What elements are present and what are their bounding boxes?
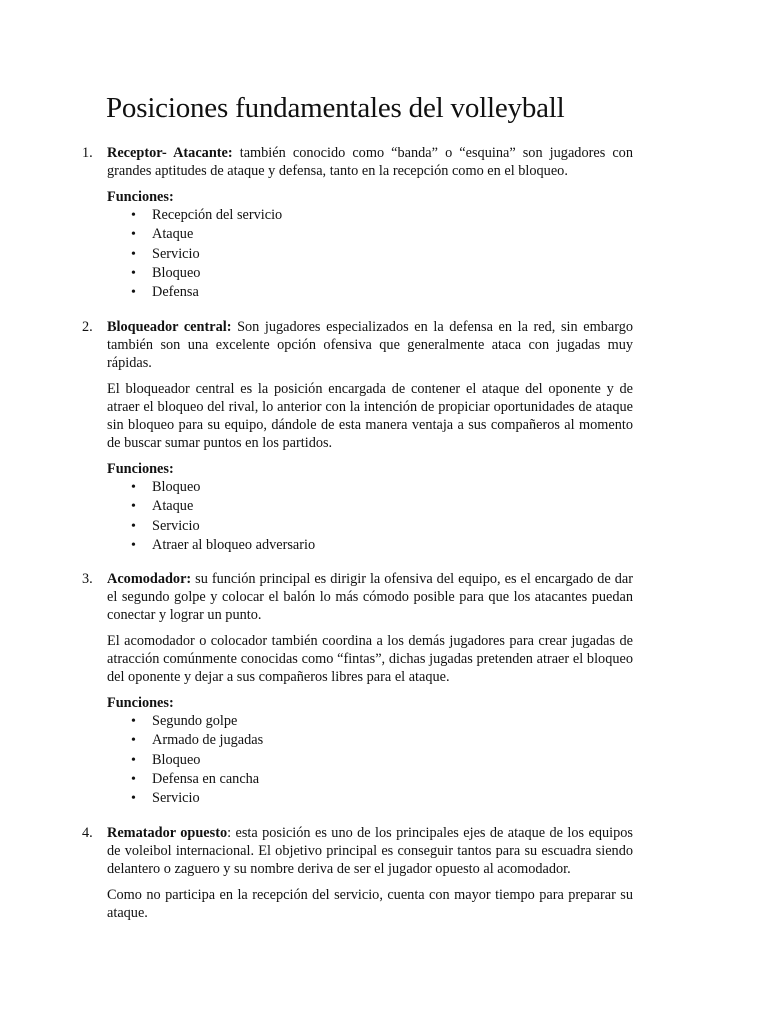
section-intro-text: Son jugadores especializados en la defensa en la red, sin embargo también son una excelente opción ofensiva que generalmente ataca con jugadas muy rápidas. (107, 319, 633, 371)
list-item: • Armado de jugadas (107, 731, 633, 750)
section-acomodador (82, 570, 633, 808)
section-bloqueador-central (82, 318, 633, 555)
section-number: 4. (82, 825, 93, 841)
list-item: • Recepción del servicio (107, 206, 633, 225)
section-receptor-atacante (82, 144, 633, 302)
list-item: • Servicio (107, 517, 633, 536)
section-intro (107, 318, 633, 372)
functions-list (107, 206, 633, 302)
bullet-icon: • (131, 480, 136, 495)
list-item: • Defensa en cancha (107, 770, 633, 789)
list-item: • Bloqueo (107, 751, 633, 770)
section-intro-text: su función principal es dirigir la ofensiva del equipo, es el encargado de dar el segundo golpe y colocar el balón lo más cómodo posible para que los atacantes puedan conectar y lograr un punto. (107, 571, 633, 623)
bullet-icon: • (131, 285, 136, 301)
section-paragraph: El acomodador o colocador también coordina a los demás jugadores para crear jugadas de atracción comúnmente conocidas como “fintas”, dichas jugadas pretenden atraer el bloqueo del oponente y dejar a sus compañeros libres para el ataque. (107, 633, 633, 685)
section-intro (107, 570, 633, 624)
page-title: Posiciones fundamentales del volleyball (106, 92, 565, 124)
list-item: • Ataque (107, 225, 633, 244)
section-intro-text: : esta posición es uno de los principales ejes de ataque de los equipos de voleibol internacional. El objetivo principal es conseguir tantos para su escuadra siendo delantero o zaguero y su nombre deriva de ser el jugador opuesto al acomodador. (107, 825, 633, 877)
bullet-icon: • (131, 518, 136, 534)
section-number: 1. (82, 145, 93, 161)
section-lead: Receptor- Atacante: (107, 145, 233, 161)
bullet-icon: • (131, 714, 136, 729)
section-paragraph: Como no participa en la recepción del servicio, cuenta con mayor tiempo para preparar su ataque. (107, 887, 633, 921)
functions-heading: Funciones: (107, 695, 174, 711)
section-intro-text: también conocido como “banda” o “esquina” son jugadores con grandes aptitudes de ataque y defensa, tanto en la recepción como en el bloqueo. (107, 145, 633, 179)
bullet-icon: • (131, 227, 136, 243)
functions-heading: Funciones: (107, 461, 174, 477)
bullet-icon: • (131, 499, 136, 515)
list-item: • Ataque (107, 497, 633, 516)
list-item: • Bloqueo (107, 264, 633, 283)
list-item: • Atraer al bloqueo adversario (107, 536, 633, 555)
bullet-icon: • (131, 771, 136, 787)
functions-list (107, 712, 633, 808)
section-intro (107, 824, 633, 878)
functions-heading: Funciones: (107, 189, 174, 205)
bullet-icon: • (131, 733, 136, 749)
section-lead: Bloqueador central: (107, 319, 232, 335)
section-intro (107, 144, 633, 180)
bullet-icon: • (131, 537, 136, 553)
list-item: • Servicio (107, 789, 633, 808)
list-item: • Servicio (107, 245, 633, 264)
section-number: 2. (82, 319, 93, 335)
list-item: • Segundo golpe (107, 712, 633, 731)
section-lead: Acomodador: (107, 571, 192, 587)
bullet-icon: • (131, 752, 136, 768)
section-rematador-opuesto (82, 824, 633, 922)
bullet-icon: • (131, 265, 136, 281)
list-item: • Bloqueo (107, 478, 633, 497)
list-item: • Defensa (107, 283, 633, 302)
section-lead: Rematador opuesto (107, 825, 228, 841)
bullet-icon: • (131, 791, 136, 807)
functions-list (107, 478, 633, 555)
bullet-icon: • (131, 208, 136, 223)
bullet-icon: • (131, 246, 136, 262)
section-number: 3. (82, 571, 93, 587)
section-paragraph: El bloqueador central es la posición encargada de contener el ataque del oponente y de atraer el bloqueo del rival, lo anterior con la intención de propiciar oportunidades de ataque sin bloqueo para su equipo, dándole de esta manera ventaja a sus compañeros al momento de buscar sumar puntos en los partidos. (107, 381, 633, 451)
